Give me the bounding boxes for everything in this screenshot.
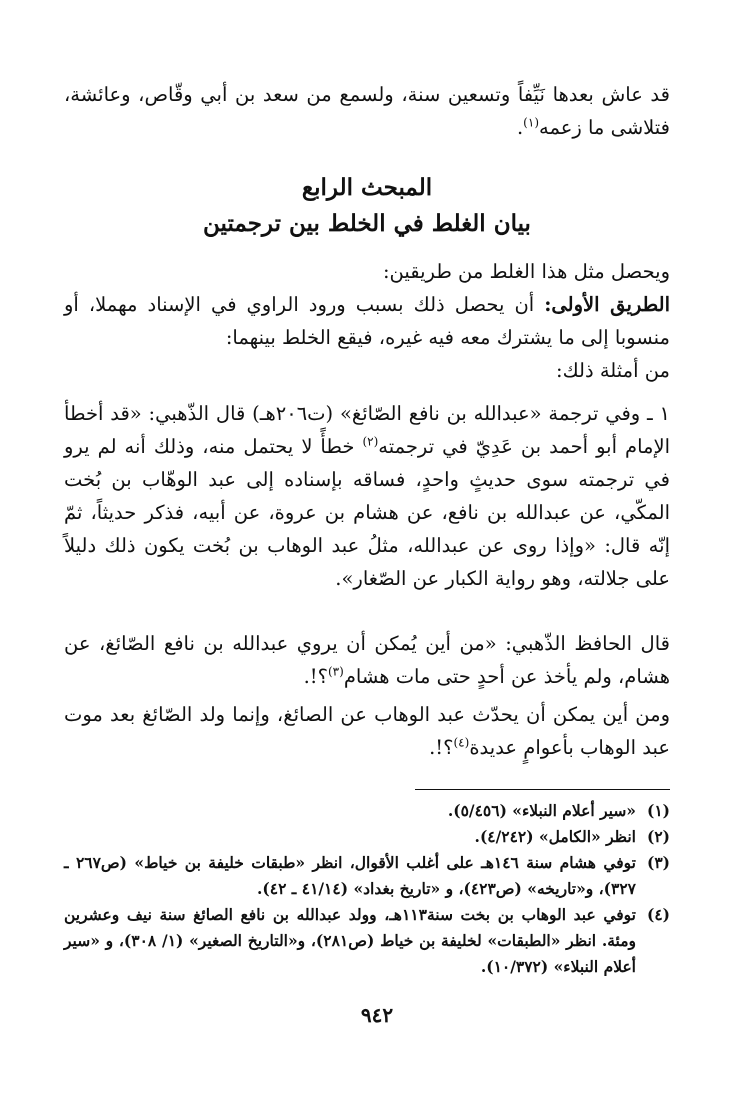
first-way-label: الطريق الأولى: (544, 293, 670, 316)
footnote-ref-2: (٢) (362, 434, 379, 449)
dhahabi-text-a: قال الحافظ الذّهبي: «من أين يُمكن أن يروي عبدالله بن نافع الصّائغ، عن هشام، ولم يأخذ عن أحدٍ حتى مات هشام (64, 632, 670, 688)
first-way-text: أن يحصل ذلك بسبب ورود الراوي في الإسناد مهملا، أو منسوبا إلى ما يشترك معه فيه غيره، فيقع الخلط بينهما: (64, 293, 670, 349)
intro-tail: . (516, 116, 524, 139)
footnote-item (64, 824, 670, 850)
footnote-separator (415, 789, 670, 790)
footnotes (64, 798, 670, 980)
paragraph-dhahabi-comment (64, 627, 670, 693)
closing-text-a: ومن أين يمكن أن يحدّث عبد الوهاب عن الصائغ، وإنما ولد الصّائغ بعد موت عبد الوهاب بأعوامٍ عديدة (64, 703, 670, 759)
footnote-number: (٤) (646, 905, 670, 924)
footnote-item (64, 798, 670, 824)
footnote-number: (٢) (646, 827, 670, 846)
section-title: المبحث الرابع (301, 174, 433, 201)
footnote-number: (١) (646, 801, 670, 820)
paragraph-closing (64, 698, 670, 764)
dhahabi-text-b: ؟!. (303, 665, 328, 688)
footnote-ref-4: (٤) (453, 735, 470, 750)
example-one-text-b: خطأً لا يحتمل منه، وذلك أنه لم يرو في ترجمته سوى حديثٍ واحدٍ، فساقه بإسناده إلى عبد الوهّاب بن بُخت المكّي، عن عبدالله بن نافع، عن هشام بن عروة، عن أبيه، فذكر حديثاً، ثمّ إنّه قال: «وإذا روى عن عبدالله، مثلُ عبد الوهاب بن بُخت يكون ذلك دليلاً على جلالته، وهو رواية الكبار عن الصّغار». (64, 435, 670, 590)
footnote-item (64, 850, 670, 902)
footnote-text: انظر «الكامل» (٤/٢٤٢). (474, 827, 636, 846)
section-subtitle: بيان الغلط في الخلط بين ترجمتين (203, 210, 531, 237)
paragraph-first-way (64, 288, 670, 354)
closing-text-b: ؟!. (429, 736, 454, 759)
footnote-text: توفي عبد الوهاب بن بخت سنة١١٣هـ، وولد عبدالله بن نافع الصائغ سنة نيف وعشرين ومئة. انظر «الطبقات» لخليفة بن خياط (ص٢٨١)، و«التاريخ الصغير» (١/ ٣٠٨)، و «سير أعلام النبلاء» (١٠/٣٧٢). (64, 905, 637, 976)
footnote-text: «سير أعلام النبلاء» (٥/٤٥٦). (447, 801, 636, 820)
paragraph-examples-intro: من أمثلة ذلك: (556, 359, 670, 382)
footnote-text: توفي هشام سنة ١٤٦هـ على أغلب الأقوال، انظر «طبقات خليفة بن خياط» (ص٢٦٧ ـ ٣٢٧)، و«تاريخه» (ص٤٢٣)، و «تاريخ بغداد» (٤١/١٤ ـ ٤٢). (64, 853, 636, 898)
intro-text: قد عاش بعدها نَيِّفاً وتسعين سنة، ولسمع من سعد بن أبي وقّاص، وعائشة، فتلاشى ما زعمه (64, 83, 670, 139)
paragraph-example-one (64, 397, 670, 595)
footnote-item (64, 902, 670, 980)
footnote-number: (٣) (646, 853, 670, 872)
footnote-ref-1: (١) (523, 115, 539, 130)
intro-paragraph (64, 78, 670, 144)
page-number: ٩٤٢ (360, 1003, 394, 1027)
footnote-ref-3: (٣) (327, 664, 344, 679)
example-one-text-a: ١ ـ وفي ترجمة «عبدالله بن نافع الصّائغ» (ت٢٠٦هـ) قال الذّهبي: «قد أخطأ الإمام أبو أحمد بن عَدِيّ في ترجمته (64, 402, 670, 458)
paragraph-two-ways: ويحصل مثل هذا الغلط من طريقين: (382, 260, 670, 283)
